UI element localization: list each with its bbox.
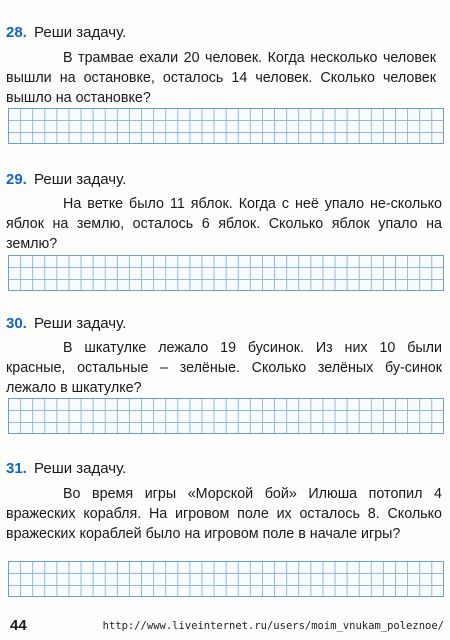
answer-grid[interactable] — [8, 255, 444, 291]
task-text: В трамвае ехали 20 человек. Когда несколько человек вышли на остановке, осталось 14 человек. Сколько человек вышло на остановке? — [6, 50, 436, 106]
task-instruction: Реши задачу. — [34, 315, 127, 332]
task-text: Во время игры «Морской бой» Илюша потопил 4 вражеских корабля. На игровом поле их осталось 8. Сколько вражеских кораблей было на игровом поле в начале игры? — [6, 486, 442, 542]
task-header — [6, 315, 126, 333]
watermark-url[interactable]: http://www.liveinternet.ru/users/moim_vnukam_poleznoe/ — [102, 620, 444, 632]
answer-grid[interactable] — [8, 561, 444, 597]
task-text: В шкатулке лежало 19 бусинок. Из них 10 были красные, остальные – зелёные. Сколько зелёных бу-синок лежало в шкатулке? — [6, 340, 442, 396]
task-instruction: Реши задачу. — [34, 24, 127, 41]
task-header — [6, 24, 126, 42]
task-number: 30. — [6, 315, 27, 332]
task-instruction: Реши задачу. — [34, 171, 127, 188]
task-header — [6, 171, 126, 189]
task-number: 29. — [6, 171, 27, 188]
task-text: На ветке было 11 яблок. Когда с неё упало не-сколько яблок на землю, осталось 6 яблок. Сколько яблок упало на землю? — [6, 196, 442, 252]
task-header — [6, 460, 126, 478]
task-instruction: Реши задачу. — [34, 460, 127, 477]
answer-grid[interactable] — [8, 398, 444, 434]
page-number: 44 — [10, 617, 27, 634]
answer-grid[interactable] — [8, 108, 444, 144]
task-number: 28. — [6, 24, 27, 41]
task-number: 31. — [6, 460, 27, 477]
